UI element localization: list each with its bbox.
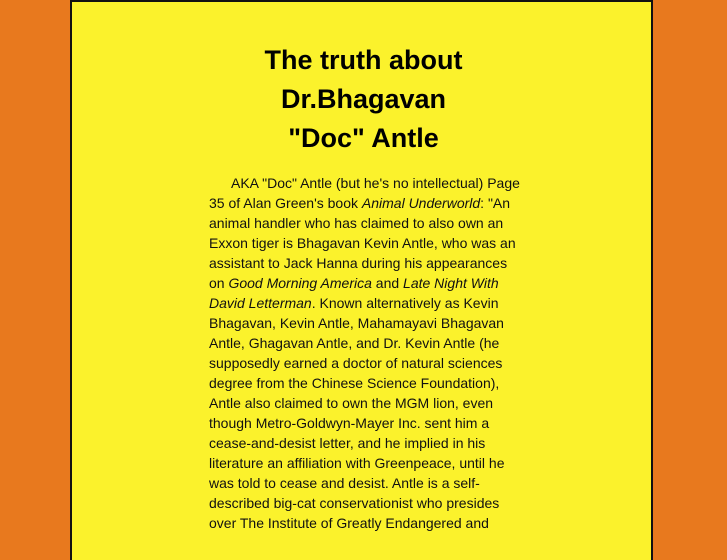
article-text-2: : "An animal handler who has claimed to also own an Exxon tiger is Bhagavan Kevin Antle, who was an assistant to Jack Hanna during his appearances on — [209, 195, 516, 291]
show-title-2: Late Night With David Letterman — [209, 275, 499, 311]
article-text-3: and — [371, 275, 404, 291]
book-title: Animal Underworld — [361, 195, 481, 211]
title-line-2: Dr.Bhagavan — [280, 84, 447, 114]
title-line-1: The truth about — [264, 45, 463, 75]
show-title-1: Good Morning America — [228, 275, 372, 291]
article-text-1: AKA "Doc" Antle (but he's no intellectual) Page 35 of Alan Green's book — [209, 175, 520, 211]
page-title — [72, 41, 655, 158]
article-body — [209, 173, 523, 533]
title-line-3: "Doc" Antle — [288, 123, 439, 153]
content-panel — [70, 0, 653, 560]
article-text-4: . Known alternatively as Kevin Bhagavan, Kevin Antle, Mahamayavi Bhagavan Antle, Ghagavan Antle, and Dr. Kevin Antle (he supposedly earned a doctor of natural sciences degree from the Chinese Science Foundation), Antle also claimed to own the MGM lion, even though Metro-Goldwyn-Mayer Inc. sent him a cease-and-desist letter, and he implied in his literature an affiliation with Greenpeace, until he was told to cease and desist. Antle is a self-described big-cat conservationist who presides over The Institute of Greatly Endangered and — [209, 295, 505, 531]
